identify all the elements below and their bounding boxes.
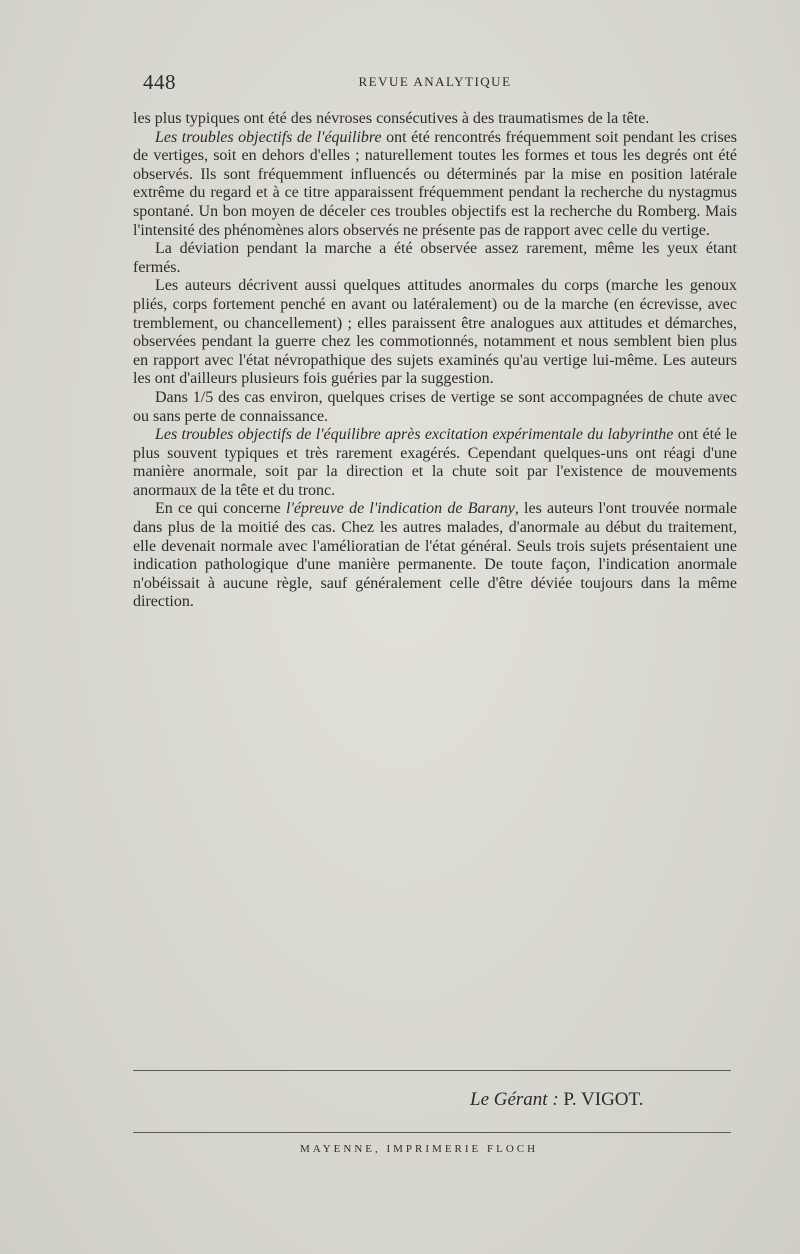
running-title: REVUE ANALYTIQUE — [358, 74, 512, 89]
italic-segment: l'épreuve de l'indication de Barany — [286, 500, 515, 518]
paragraph — [133, 240, 737, 277]
text-segment: ont été le plus souvent typiques et très rarement exagérés. Cependant quelques-uns ont réagi d'une manière anormale, soit par la direction et la chute soit par l'existence de mouvements anormaux de la tête et du tronc. — [133, 426, 738, 499]
text-segment: ont été rencontrés fréquemment soit pendant les crises de vertiges, soit en dehors d'elles ; naturellement toutes les formes et tous les degrés ont été observés. Ils sont fréquemment influencés ou déterminés par la mise en position latérale extrême du regard et à ce titre apparaissent fréquemment pendant la recherche du nystagmus spontané. Un bon moyen de déceler ces troubles objectifs est la recherche du Romberg. Mais l'intensité des phénomènes alors observés ne présente pas de rapport avec celle du vertige. — [133, 128, 737, 239]
text-segment: En ce qui concerne — [155, 500, 286, 518]
paragraph — [133, 129, 737, 241]
paragraph — [133, 277, 737, 389]
footer-rule-top — [133, 1070, 731, 1071]
text-segment: La déviation pendant la marche a été observée assez rarement, même les yeux étant fermés. — [133, 240, 737, 276]
text-segment: , les auteurs l'ont trouvée normale dans plus de la moitié des cas. Chez les autres malades, d'anormale au début du traitement, elle devenait normale avec l'amélioratian de l'état général. Seuls trois sujets présentaient une indication pathologique d'une manière permanente. De toute façon, l'indication anormale n'obéissait à aucune règle, sauf généralement celle d'être déviée toujours dans la même direction. — [133, 500, 738, 611]
paragraph — [133, 389, 737, 426]
article-body — [133, 110, 737, 612]
italic-segment: Les troubles objectifs de l'équilibre après excitation expérimentale du labyrinthe — [155, 426, 674, 444]
text-segment: Dans 1/5 des cas environ, quelques crises de vertige se sont accompagnées de chute avec ou sans perte de connaissance. — [133, 388, 737, 425]
text-segment: Les auteurs décrivent aussi quelques attitudes anormales du corps (marche les genoux pliés, corps fortement penché en avant ou latéralement) ou de la marche (en écrevisse, avec tremblement, ou chancellement) ; elles paraissent être analogues aux attitudes et démarches, observées pendant la guerre chez les commotionnés, notamment et nous semblent bien plus en rapport avec l'état névropathique des sujets examinés qu'au vertige lui-même. Les auteurs les ont d'ailleurs plusieurs fois guéries par la suggestion. — [133, 277, 737, 388]
italic-segment: Les troubles objectifs de l'équilibre — [155, 128, 382, 146]
gerant-name: P. VIGOT. — [563, 1089, 644, 1110]
text-segment: les plus typiques ont été des névroses consécutives à des traumatismes de la tête. — [133, 110, 650, 127]
paragraph — [133, 110, 737, 129]
gerant-signature — [470, 1089, 643, 1111]
gerant-label: Le Gérant : — [470, 1089, 559, 1110]
paragraph — [133, 500, 737, 612]
paragraph — [133, 426, 737, 500]
footer-rule-bottom — [133, 1132, 731, 1133]
page-header — [133, 70, 737, 96]
page-number: 448 — [143, 70, 176, 94]
printer-imprint: MAYENNE, IMPRIMERIE FLOCH — [300, 1143, 539, 1155]
